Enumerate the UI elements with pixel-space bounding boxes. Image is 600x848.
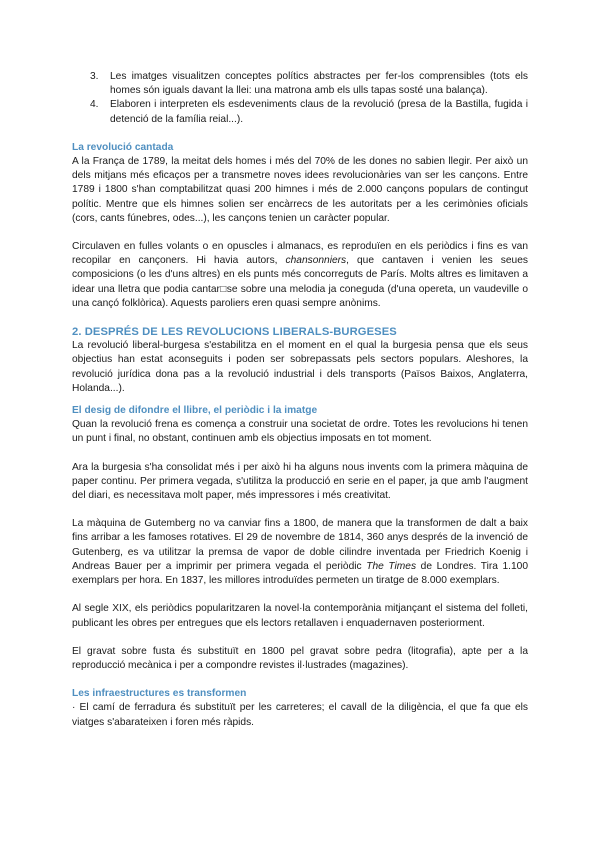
paragraph: Quan la revolució frena es comença a construir una societat de ordre. Totes les revolucions hi tenen un punt i final, no obstant, continuen amb els objectius imposats en tot moment. [72,419,528,445]
paragraph [72,517,528,588]
italic-title: The Times [366,560,417,572]
paragraph: · El camí de ferradura és substituït per les carreteres; el cavall de la diligència, el que fa que els viatges s'abarateixen i foren més ràpids. [72,702,528,728]
subheading-infraestructures: Les infraestructures es transformen [72,688,247,700]
italic-term: chansonniers [285,255,347,267]
paragraph-text: , que cantaven i venien les seues composicions (o les d'uns altres) en els punts més concorreguts de París. Molts altres es limitaven a idear una lletra que podia cantar□se sobre una melodia ja coneguda (d'una opereta, un vaudeville o una cançó folklòrica). Aquests paroliers eren quasi sempre anònims. [72,255,528,309]
subheading-desig: El desig de difondre el llibre, el periòdic i la imatge [72,405,318,417]
paragraph-text: Circulaven en fulles volants o en opuscles i almanacs, es reproduïen en els periòdics i fins es van recopilar en cançoners. Hi havia autors, [72,241,528,267]
list-item-number: 3. [90,71,99,82]
list-item-number: 4. [90,99,99,111]
section-heading: 2. DESPRÉS DE LES REVOLUCIONS LIBERALS-BURGESES [72,326,397,339]
paragraph: La revolució liberal-burgesa s'estabilitza en el moment en el qual la burgesia pensa que els seus objectius han estat aconseguits i poden ser sobrepassats pels sectors populars. Aleshores, la revolució jurídica dona pas a la revolució industrial i dels transports (Països Baixos, Anglaterra, Holanda...). [72,340,528,394]
paragraph: Al segle XIX, els periòdics popularitzaren la novel·la contemporània mitjançant el sistema del folleti, publicant les obres per entregues que els lectors retallaven i enquadernaven posteriorment. [72,603,528,629]
list-item-text: Les imatges visualitzen conceptes polítics abstractes per fer-los comprensibles (tots els homes són iguals davant la llei: una matrona amb els ulls tapas sosté una balança). [110,71,528,97]
paragraph: A la França de 1789, la meitat dels homes i més del 70% de les dones no sabien llegir. Per això un dels mitjans més eficaços per a transmetre noves idees revolucionàries van ser les cançons. Entre 1789 i 1800 s'han comptabilitzat quasi 200 himnes i més de 2.000 cançons populars de contingut polític. Mentre que els himnes solien ser encàrrecs de les autoritats per a les cerimònies oficials (cors, cants fúnebres, odes...), les cançons tenien un caràcter popular. [72,156,528,224]
list-item-text: Elaboren i interpreten els esdeveniments claus de la revolució (presa de la Bastilla, fugida i detenció de la família reial...). [110,99,528,125]
subheading-revolucio-cantada: La revolució cantada [72,141,174,153]
list-item [90,98,528,126]
paragraph: Ara la burgesia s'ha consolidat més i per això hi ha alguns nous invents com la primera màquina de paper continu. Per primera vegada, s'utilitza la producció en serie en el paper, ja que amb l'augment del diari, es necessitava molt paper, més impressores i més creativitat. [72,461,528,502]
list-item [90,70,528,98]
paragraph-text: La màquina de Gutemberg no va canviar fins a 1800, de manera que la transformen de dalt a baix fins arribar a les famoses rotatives. El 29 de novembre de 1814, 360 anys després de la invenció de Gutenberg, es va utilitzar la premsa de vapor de doble cilindre inventada per Friedrich Koenig i Andreas Bauer per a imprimir per primera vegada el periòdic [72,518,528,572]
paragraph: El gravat sobre fusta és substituït en 1800 pel gravat sobre pedra (litografia), apte per a la reproducció mecànica i per a compondre revistes il·lustrades (magazines). [72,645,528,671]
numbered-list [72,70,528,127]
paragraph [72,240,528,311]
paragraph-text: de Londres. Tira 1.100 exemplars per hora. En 1837, les millores introduïdes permeten un tiratge de 8.000 exemplars. [72,560,528,587]
